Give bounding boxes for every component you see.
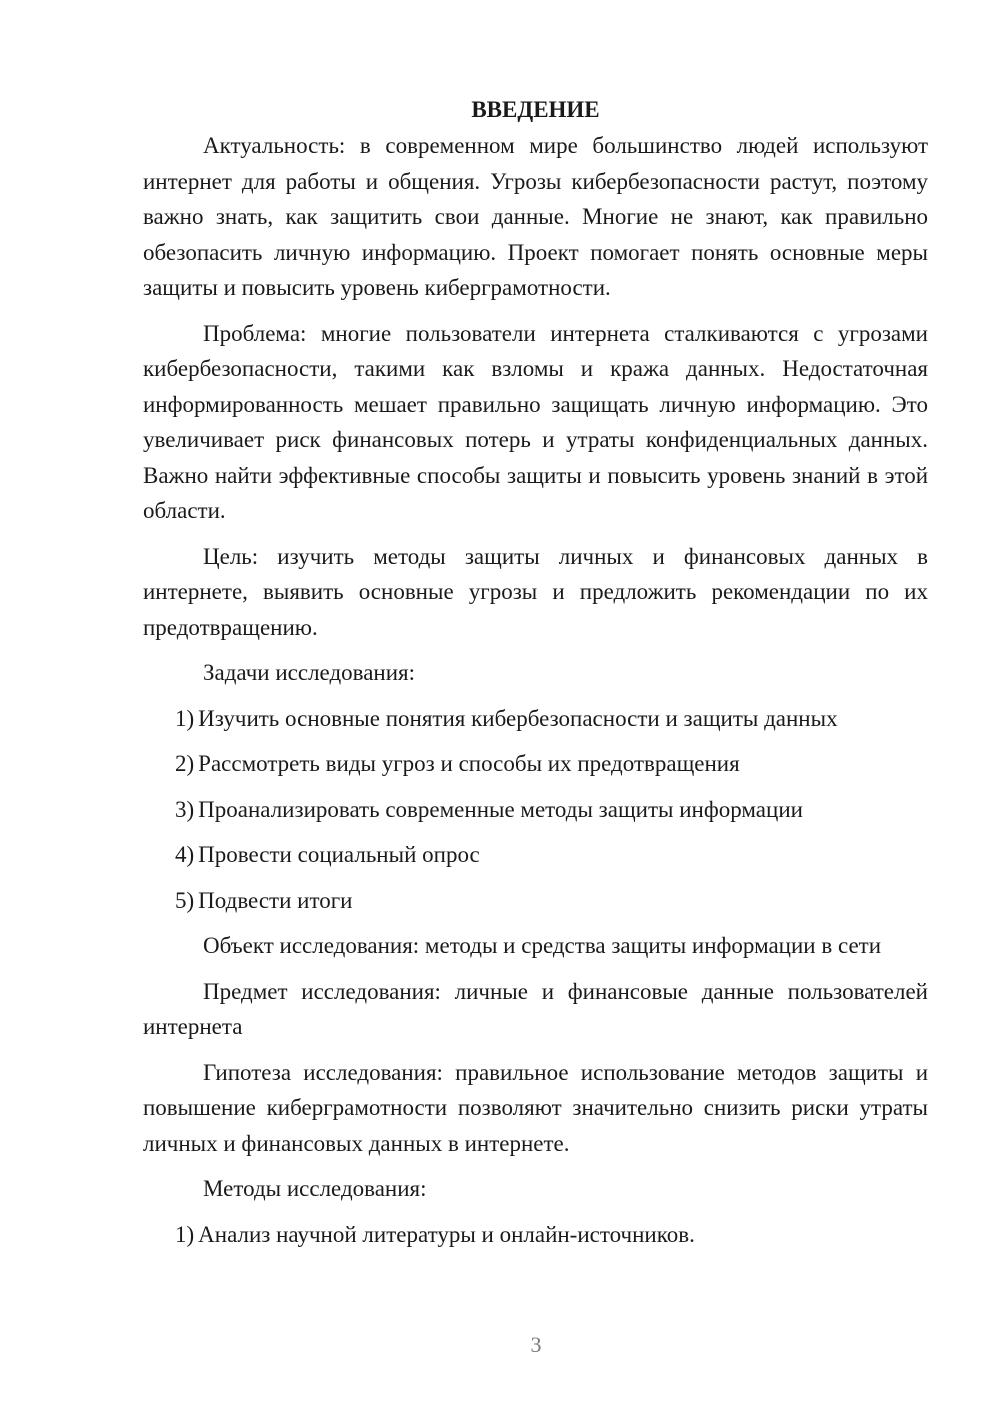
methods-list xyxy=(143,1217,928,1253)
paragraph-subject: Предмет исследования: личные и финансовые данные пользователей интернета xyxy=(143,978,928,1039)
list-item-text: Подвести итоги xyxy=(198,887,353,913)
paragraph-relevance: Актуальность: в современном мире большинство людей используют интернет для работы и общения. Угрозы кибербезопасности растут, поэтому важно знать, как защитить свои данные. Многие не знают, как правильно обезопасить личную информацию. Проект помогает понять основные меры защиты и повысить уровень киберграмотности. xyxy=(143,133,928,300)
list-item-number: 1) xyxy=(175,705,195,731)
list-item-text: Проанализировать современные методы защиты информации xyxy=(198,796,803,822)
methods-heading: Методы исследования: xyxy=(203,1176,427,1201)
list-item-text: Изучить основные понятия кибербезопасности и защиты данных xyxy=(198,705,838,731)
list-item-number: 1) xyxy=(175,1221,195,1247)
list-item-text: Рассмотреть виды угроз и способы их предотвращения xyxy=(198,751,740,776)
tasks-heading: Задачи исследования: xyxy=(203,660,416,685)
list-item-number: 3) xyxy=(175,796,195,822)
list-item-number: 4) xyxy=(175,842,195,867)
list-item xyxy=(175,837,928,873)
list-item-text: Анализ научной литературы и онлайн-источников. xyxy=(198,1221,695,1247)
page-title: ВВЕДЕНИЕ xyxy=(471,97,600,122)
list-item xyxy=(175,746,928,782)
list-item-text: Провести социальный опрос xyxy=(198,842,480,867)
list-item xyxy=(175,1217,928,1253)
list-item xyxy=(175,792,928,828)
paragraph-hypothesis: Гипотеза исследования: правильное использование методов защиты и повышение киберграмотности позволяют значительно снизить риски утраты личных и финансовых данных в интернете. xyxy=(143,1059,928,1156)
page-number: 3 xyxy=(530,1332,542,1357)
paragraph-goal: Цель: изучить методы защиты личных и финансовых данных в интернете, выявить основные угрозы и предложить рекомендации по их предотвращению. xyxy=(143,543,928,640)
document-body xyxy=(143,92,928,1262)
paragraph-object: Объект исследования: методы и средства защиты информации в сети xyxy=(203,933,882,958)
paragraph-problem: Проблема: многие пользователи интернета сталкиваются с угрозами кибербезопасности, такими как взломы и кража данных. Недостаточная информированность мешает правильно защищать личную информацию. Это увеличивает риск финансовых потерь и утраты конфиденциальных данных. Важно найти эффективные способы защиты и повысить уровень знаний в этой области. xyxy=(143,320,928,523)
list-item-number: 5) xyxy=(175,887,195,913)
list-item xyxy=(175,883,928,919)
tasks-list xyxy=(143,701,928,919)
list-item xyxy=(175,701,928,737)
list-item-number: 2) xyxy=(175,751,195,776)
